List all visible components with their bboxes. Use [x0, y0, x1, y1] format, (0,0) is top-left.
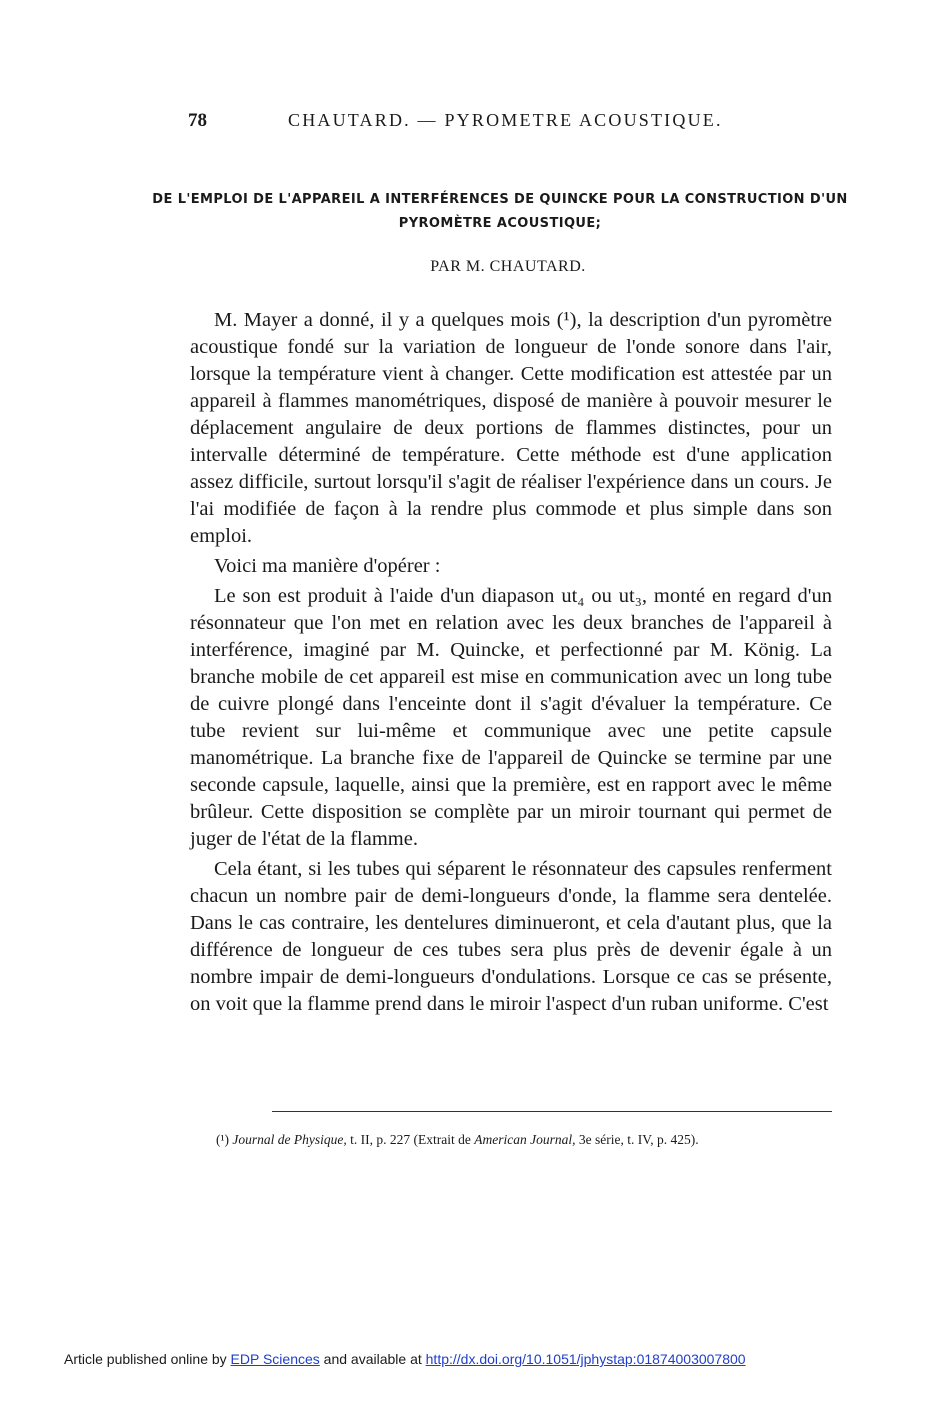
body-paragraph: Voici ma manière d'opérer : — [214, 555, 441, 577]
body-paragraph: Cela étant, si les tubes qui séparent le résonnateur des capsules renferment chacun un nombre pair de demi-longueurs d'onde, la flamme sera dentelée. Dans le cas contraire, les dentelures diminueront, et cela d'autant plus, que la différence de longueur de ces tubes sera plus près de devenir égale à un nombre impair de demi-longueurs d'ondulations. Lorsque ce cas se présente, on voit que la flamme prend dans le miroir l'aspect d'un ruban uniforme. C'est — [190, 858, 832, 1015]
footnote-source: American Journal, — [474, 1132, 576, 1147]
article-title: DE L'EMPLOI DE L'APPAREIL A INTERFÉRENCES DE QUINCKE POUR LA CONSTRUCTION D'UN PYROMÈTRE ACOUSTIQUE; — [152, 192, 848, 231]
publisher-prefix: Article published online by — [64, 1351, 227, 1367]
footnote-detail: 3e série, t. IV, p. 425). — [578, 1132, 699, 1147]
footnote-ref: t. II, p. 227 (Extrait de — [350, 1132, 471, 1147]
body-paragraph: Le son est produit à l'aide d'un diapason ut₄ ou ut₃, monté en regard d'un résonnateur que l'on met en relation avec les deux branches de l'appareil à interférence, imaginé par M. Quincke, et perfectionné par M. König. La branche mobile de cet appareil est mise en communication avec un long tube de cuivre plongé dans l'enceinte dont il s'agit d'évaluer la température. Ce tube revient sur lui-même et communique avec une petite capsule manométrique. La branche fixe de l'appareil de Quincke se termine par une seconde capsule, laquelle, ainsi que la première, est en rapport avec le même brûleur. Cette disposition se complète par un miroir tournant qui permet de juger de l'état de la flamme. — [190, 585, 832, 850]
publisher-middle: and available at — [323, 1351, 422, 1367]
page-header — [188, 110, 833, 134]
footnote-journal: Journal de Physique, — [232, 1132, 347, 1147]
footnote-rule — [272, 1111, 832, 1112]
publisher-link[interactable]: EDP Sciences — [230, 1351, 320, 1367]
body-paragraph: M. Mayer a donné, il y a quelques mois (¹), la description d'un pyromètre acoustique fondé sur la variation de longueur de l'onde sonore dans l'air, lorsque la température vient à changer. Cette modification est attestée par un appareil à flammes manométriques, disposé de manière à pouvoir mesurer le déplacement angulaire de deux portions de flammes distinctes, pour un intervalle déterminé de température. Cette méthode est d'une application assez difficile, surtout lorsqu'il s'agit de réaliser l'expérience dans un cours. Je l'ai modifiée de façon à la rendre plus commode et plus simple dans son emploi. — [190, 309, 832, 547]
running-head: CHAUTARD. — PYROMETRE ACOUSTIQUE. — [288, 110, 723, 130]
page-number: 78 — [188, 110, 207, 131]
footnote-marker: (¹) — [216, 1132, 230, 1147]
article-byline: PAR M. CHAUTARD. — [430, 258, 586, 275]
footnote — [190, 1128, 835, 1152]
publisher-notice — [64, 1351, 746, 1367]
doi-link[interactable]: http://dx.doi.org/10.1051/jphystap:01874003007800 — [425, 1351, 746, 1367]
article-body — [190, 307, 832, 1018]
